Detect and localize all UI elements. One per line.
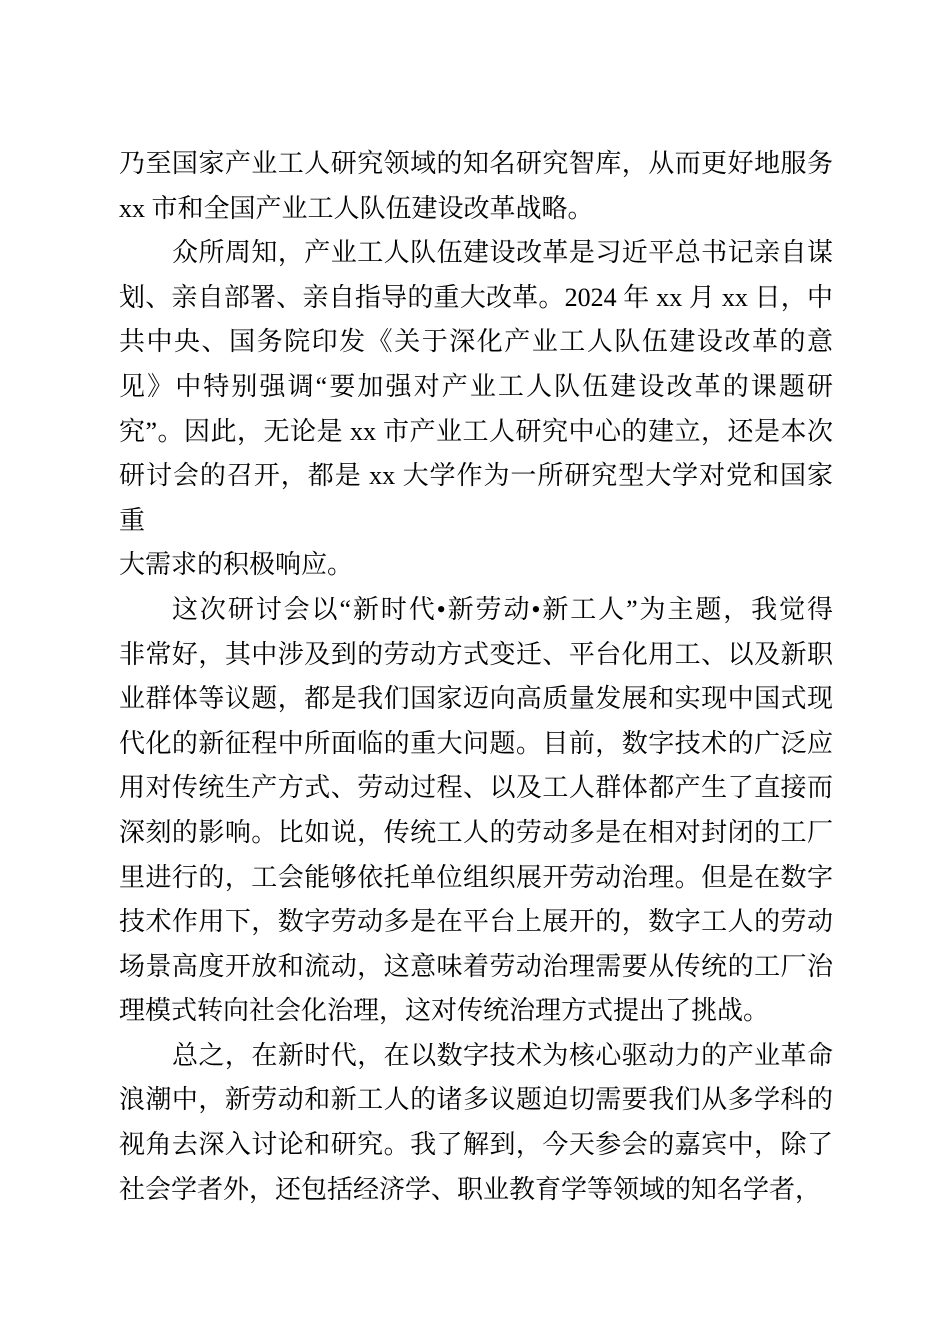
text-line: 技术作用下，数字劳动多是在平台上展开的，数字工人的劳动 bbox=[119, 907, 833, 937]
text-paragraph bbox=[119, 142, 833, 231]
text-line: 代化的新征程中所面临的重大问题。目前，数字技术的广泛应 bbox=[119, 728, 833, 758]
text-line: 视角去深入讨论和研究。我了解到，今天参会的嘉宾中，除了 bbox=[119, 1130, 833, 1160]
text-paragraph bbox=[119, 588, 833, 1034]
text-line: 非常好，其中涉及到的劳动方式变迁、平台化用工、以及新职 bbox=[119, 639, 833, 669]
text-paragraph bbox=[119, 231, 833, 588]
text-line: 见》中特别强调“要加强对产业工人队伍建设改革的课题研 bbox=[119, 371, 833, 401]
text-line: 究”。因此，无论是 xx 市产业工人研究中心的建立，还是本次 bbox=[119, 416, 833, 446]
text-line: 研讨会的召开，都是 xx 大学作为一所研究型大学对党和国家重 bbox=[119, 461, 833, 535]
text-line: 乃至国家产业工人研究领域的知名研究智库，从而更好地服务 bbox=[119, 149, 833, 178]
text-line: 这次研讨会以“新时代•新劳动•新工人”为主题，我觉得 bbox=[172, 594, 833, 624]
text-line: 深刻的影响。比如说，传统工人的劳动多是在相对封闭的工厂 bbox=[119, 817, 833, 847]
text-paragraph bbox=[119, 1034, 833, 1212]
text-line: xx 市和全国产业工人队伍建设改革战略。 bbox=[119, 193, 594, 223]
text-line: 浪潮中，新劳动和新工人的诸多议题迫切需要我们从多学科的 bbox=[119, 1085, 833, 1115]
text-line: 场景高度开放和流动，这意味着劳动治理需要从传统的工厂治 bbox=[119, 951, 833, 981]
text-line: 划、亲自部署、亲自指导的重大改革。2024 年 xx 月 xx 日，中 bbox=[119, 282, 833, 312]
text-line: 社会学者外，还包括经济学、职业教育学等领域的知名学者， bbox=[119, 1174, 822, 1204]
document-body bbox=[119, 142, 833, 1212]
text-line: 里进行的，工会能够依托单位组织展开劳动治理。但是在数字 bbox=[119, 862, 833, 892]
text-line: 业群体等议题，都是我们国家迈向高质量发展和实现中国式现 bbox=[119, 684, 833, 714]
text-line: 总之，在新时代，在以数字技术为核心驱动力的产业革命 bbox=[172, 1040, 833, 1070]
text-line: 众所周知，产业工人队伍建设改革是习近平总书记亲自谋 bbox=[172, 238, 833, 268]
text-line: 用对传统生产方式、劳动过程、以及工人群体都产生了直接而 bbox=[119, 773, 833, 803]
text-line: 理模式转向社会化治理，这对传统治理方式提出了挑战。 bbox=[119, 996, 770, 1026]
text-line: 共中央、国务院印发《关于深化产业工人队伍建设改革的意 bbox=[119, 327, 833, 357]
text-line: 大需求的积极响应。 bbox=[119, 550, 354, 580]
